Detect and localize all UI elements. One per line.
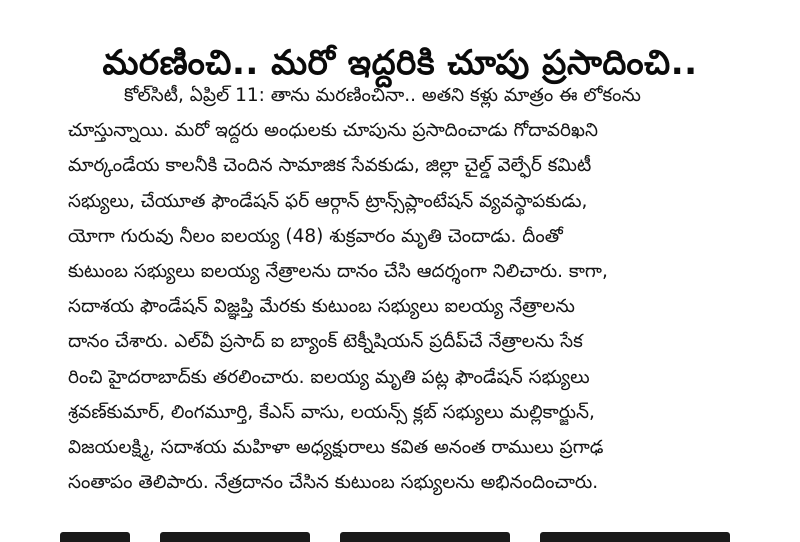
cropped-text-above [300, 0, 500, 5]
cropped-headline-below [60, 524, 740, 542]
article-line: విజయలక్ష్మి, సదాశయ మహిళా అధ్యక్షురాలు కవిత అనంత రాములు ప్రగాఢ [68, 437, 604, 459]
article-headline: మరణించి.. మరో ఇద్దరికి చూపు ప్రసాదించి.. [102, 42, 698, 83]
article-line: కుటుంబ సభ్యులు ఐలయ్య నేత్రాలను దానం చేసి ఆదర్శంగా నిలిచారు. కాగా, [68, 261, 608, 283]
cropped-glyph-fragment [60, 532, 130, 542]
article-body [68, 78, 784, 500]
article-line: కోల్‌సిటీ, ఏప్రిల్ 11: తాను మరణించినా.. అతని కళ్లు మాత్రం ఈ లోకంను [124, 85, 641, 106]
cropped-glyph-fragment [340, 532, 510, 542]
article-line: శ్రవణ్‌కుమార్, లింగమూర్తి, కేఎస్ వాసు, లయన్స్ క్లబ్ సభ్యులు మల్లికార్జున్, [68, 401, 595, 423]
article-line: సభ్యులు, చేయూత ఫౌండేషన్ ఫర్ ఆర్గాన్ ట్రాన్స్‌ప్లాంటేషన్ వ్యవస్థాపకుడు, [68, 190, 588, 212]
cropped-glyph-fragment [160, 532, 310, 542]
article-line: యోగా గురువు నీలం ఐలయ్య (48) శుక్రవారం మృతి చెందాడు. దీంతో [68, 225, 563, 247]
cropped-glyph-fragment [540, 532, 730, 542]
article-line: మార్కండేయ కాలనీకి చెందిన సామాజిక సేవకుడు, జిల్లా చైల్డ్ వెల్ఫేర్ కమిటీ [68, 155, 592, 177]
article-line: రించి హైదరాబాద్‌కు తరలించారు. ఐలయ్య మృతి పట్ల ఫౌండేషన్ సభ్యులు [68, 366, 590, 388]
article-line: సంతాపం తెలిపారు. నేత్రదానం చేసిన కుటుంబ సభ్యులను అభినందించారు. [68, 472, 599, 494]
article-line: చూస్తున్నాయి. మరో ఇద్దరు అంధులకు చూపును ప్రసాదించాడు గోదావరిఖని [68, 120, 598, 142]
article-line: దానం చేశారు. ఎల్‌వీ ప్రసాద్ ఐ బ్యాంక్ టెక్నీషియన్ ప్రదీప్‌చే నేత్రాలను సేక [68, 331, 583, 353]
article-line: సదాశయ ఫౌండేషన్ విజ్ఞప్తి మేరకు కుటుంబ సభ్యులు ఐలయ్య నేత్రాలను [68, 296, 575, 318]
